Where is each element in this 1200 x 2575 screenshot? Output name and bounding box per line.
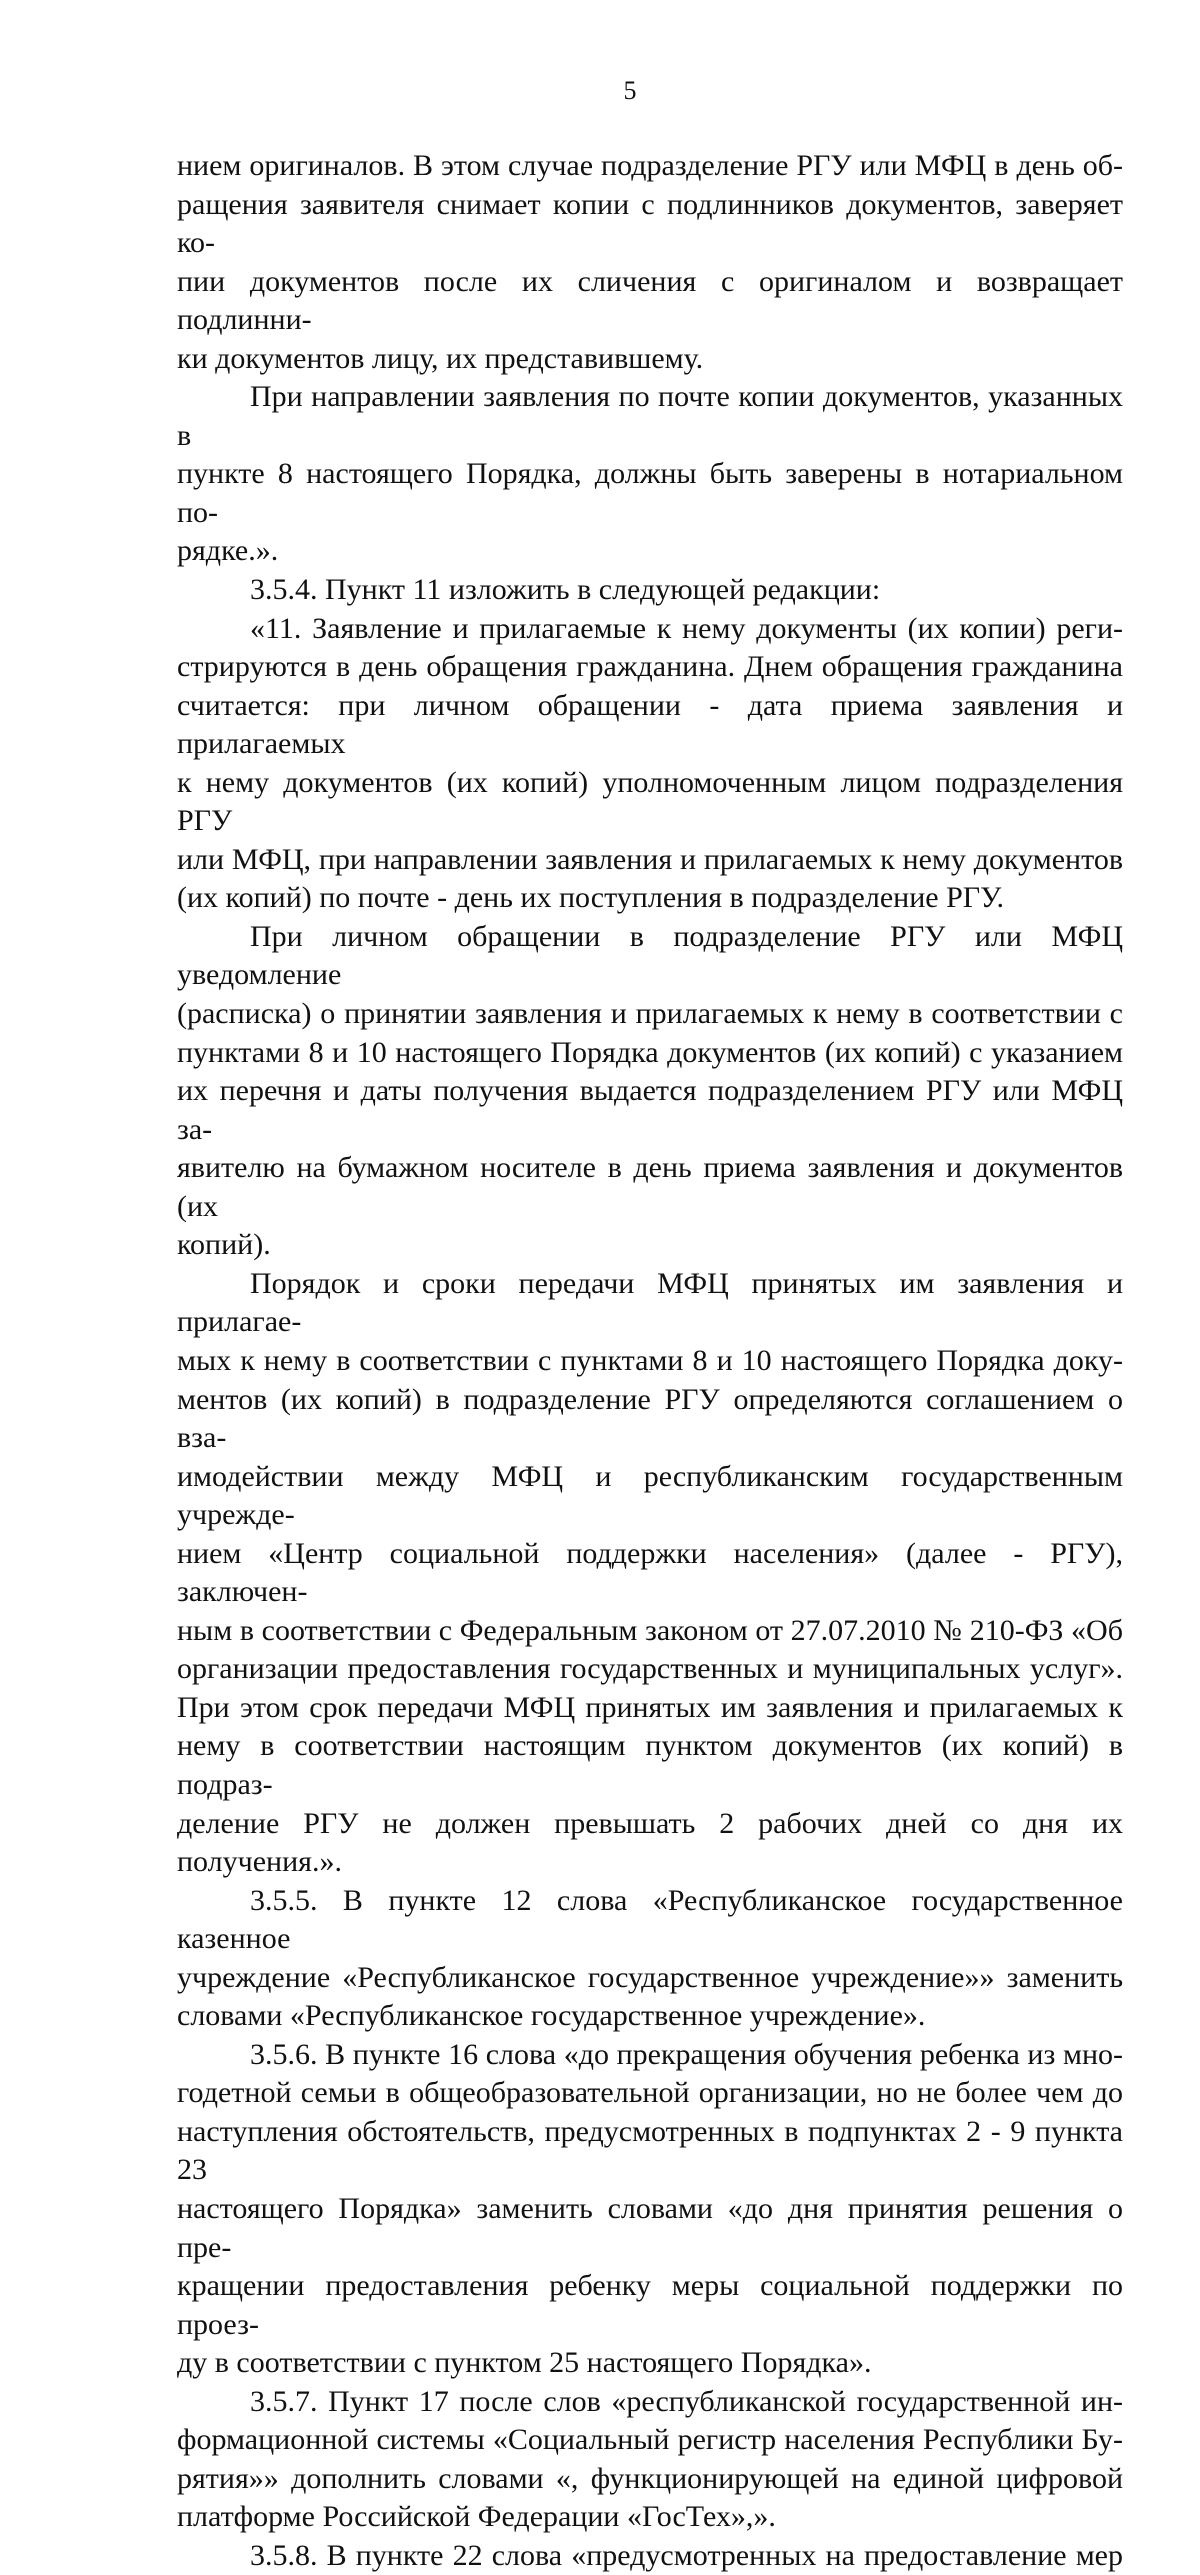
text-line: учреждение «Республиканское государственное учреждение»» заменить bbox=[177, 1960, 1123, 1994]
text-line: организации предоставления государственных и муниципальных услуг». bbox=[177, 1652, 1123, 1686]
text-line: словами «Республиканское государственное учреждение». bbox=[177, 1999, 926, 2033]
text-line: При личном обращении в подразделение РГУ или МФЦ уведомление bbox=[177, 919, 1123, 992]
text-line: наступления обстоятельств, предусмотренных в подпунктах 2 - 9 пункта 23 bbox=[177, 2114, 1123, 2187]
text-line: ращения заявителя снимает копии с подлинников документов, заверяет ко- bbox=[177, 187, 1123, 260]
text-line: 3.5.4. Пункт 11 изложить в следующей редакции: bbox=[250, 573, 881, 607]
text-line: их перечня и даты получения выдается подразделением РГУ или МФЦ за- bbox=[177, 1074, 1123, 1146]
text-line: деление РГУ не должен превышать 2 рабочих дней со дня их получения.». bbox=[177, 1806, 1123, 1879]
text-line: 3.5.6. В пункте 16 слова «до прекращения обучения ребенка из мно- bbox=[250, 2037, 1123, 2071]
text-line: (расписка) о принятии заявления и прилагаемых к нему в соответствии с bbox=[177, 997, 1123, 1031]
text-line: (их копий) по почте - день их поступления в подразделение РГУ. bbox=[177, 881, 1004, 915]
text-line: 3.5.5. В пункте 12 слова «Республиканское государственное казенное bbox=[177, 1883, 1123, 1956]
text-line: Порядок и сроки передачи МФЦ принятых им заявления и прилагае- bbox=[177, 1266, 1123, 1339]
text-line: нием «Центр социальной поддержки населения» (далее - РГУ), заключен- bbox=[177, 1536, 1123, 1609]
text-line: пунктами 8 и 10 настоящего Порядка документов (их копий) с указанием bbox=[177, 1035, 1123, 1069]
text-line: «11. Заявление и прилагаемые к нему документы (их копии) реги- bbox=[250, 611, 1123, 645]
text-line: ки документов лицу, их представившему. bbox=[177, 341, 704, 375]
text-line: мых к нему в соответствии с пунктами 8 и 10 настоящего Порядка доку- bbox=[177, 1343, 1123, 1377]
text-line: или МФЦ, при направлении заявления и прилагаемых к нему документов bbox=[177, 842, 1123, 876]
text-line: рядке.». bbox=[177, 534, 279, 568]
text-line: годетной семьи в общеобразовательной организации, но не более чем до bbox=[177, 2076, 1123, 2110]
text-line: кращении предоставления ребенку меры социальной поддержки по проез- bbox=[177, 2269, 1123, 2341]
text-line: формационной системы «Социальный регистр населения Республики Бу- bbox=[177, 2423, 1123, 2457]
text-line: рятия»» дополнить словами «, функционирующей на единой цифровой bbox=[177, 2461, 1123, 2495]
text-line: При этом срок передачи МФЦ принятых им заявления и прилагаемых к bbox=[177, 1690, 1123, 1724]
text-line: нему в соответствии настоящим пунктом документов (их копий) в подраз- bbox=[177, 1729, 1123, 1801]
text-line: к нему документов (их копий) уполномоченным лицом подразделения РГУ bbox=[177, 765, 1123, 838]
text-line: 3.5.8. В пункте 22 слова «предусмотренных на предоставление мер bbox=[250, 2538, 1123, 2572]
text-line: 3.5.7. Пункт 17 после слов «республиканской государственной ин- bbox=[250, 2384, 1123, 2418]
text-line: имодействии между МФЦ и республиканским государственным учрежде- bbox=[177, 1459, 1123, 1532]
text-line: При направлении заявления по почте копии документов, указанных в bbox=[177, 380, 1123, 452]
text-line: стрируются в день обращения гражданина. Днем обращения гражданина bbox=[177, 650, 1123, 684]
text-line: пии документов после их сличения с оригиналом и возвращает подлинни- bbox=[177, 264, 1123, 337]
text-line: считается: при личном обращении - дата приема заявления и прилагаемых bbox=[177, 688, 1123, 761]
text-line: платформе Российской Федерации «ГосТех»,». bbox=[177, 2500, 776, 2534]
text-line: копий). bbox=[177, 1228, 271, 1262]
document-body bbox=[177, 147, 1123, 2575]
text-line: настоящего Порядка» заменить словами «до дня принятия решения о пре- bbox=[177, 2191, 1123, 2264]
text-line: ным в соответствии с Федеральным законом от 27.07.2010 № 210-ФЗ «Об bbox=[177, 1613, 1123, 1647]
text-line: ду в соответствии с пунктом 25 настоящего Порядка». bbox=[177, 2346, 872, 2380]
page-number: 5 bbox=[623, 76, 637, 105]
text-line: ментов (их копий) в подразделение РГУ определяются соглашением о вза- bbox=[177, 1382, 1123, 1455]
text-line: пункте 8 настоящего Порядка, должны быть заверены в нотариальном по- bbox=[177, 457, 1123, 529]
text-line: явителю на бумажном носителе в день приема заявления и документов (их bbox=[177, 1151, 1123, 1223]
text-line: нием оригиналов. В этом случае подразделение РГУ или МФЦ в день об- bbox=[177, 149, 1123, 182]
